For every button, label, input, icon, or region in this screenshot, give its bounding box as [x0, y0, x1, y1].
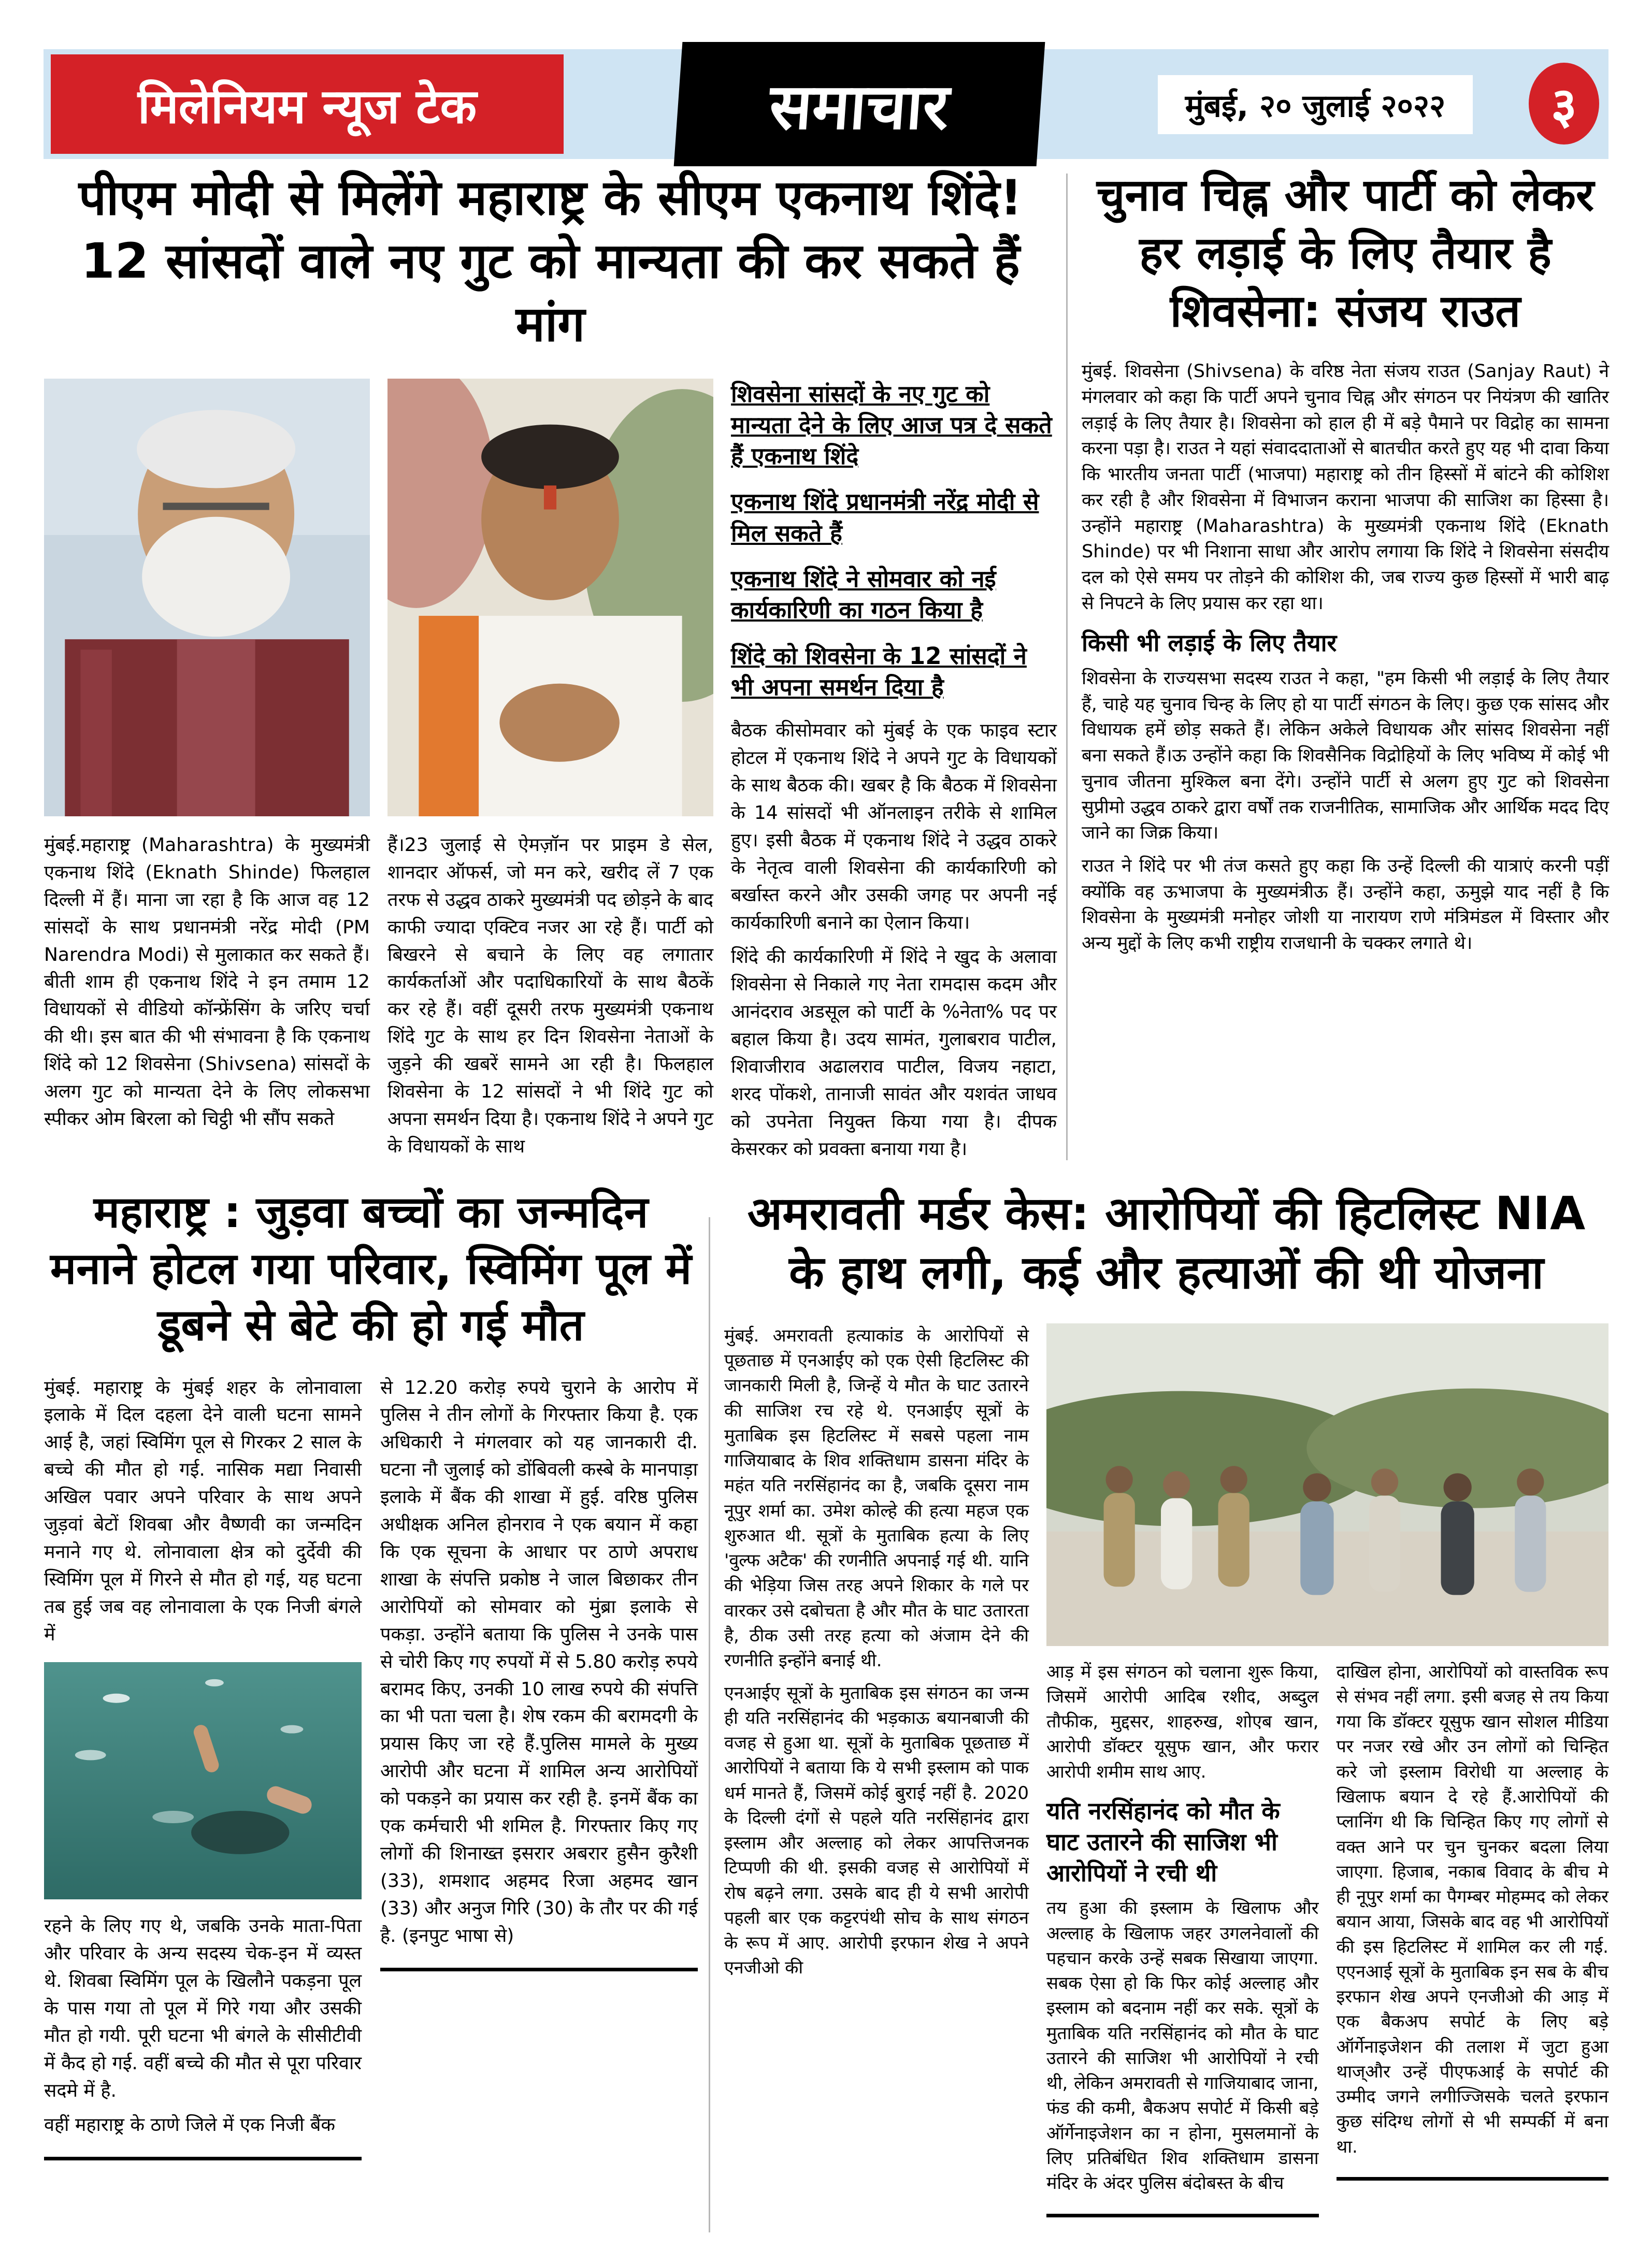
lead-headline: पीएम मोदी से मिलेंगे महाराष्ट्र के सीएम एकनाथ शिंदे! 12 सांसदों वाले नए गुट को मान्यता की कर सकते हैं मांग: [78, 170, 1023, 353]
pool-col1-endrule: [44, 2157, 362, 2160]
page-number-badge: [1529, 63, 1599, 145]
pool-col2-endrule: [380, 1968, 698, 1971]
pool-headline: महाराष्ट्र : जुड़वा बच्चों का जन्मदिन मनाने होटल गया परिवार, स्विमिंग पूल में डूबने से बेटे की हो गई मौत: [50, 1187, 692, 1351]
nia-accused-escort-photo: [1046, 1323, 1608, 1646]
divider-top: [1066, 174, 1068, 1160]
swimming-pool-photo: [44, 1662, 362, 1900]
pm-modi-photo: [44, 379, 370, 816]
nia-col3-endrule: [1337, 2177, 1609, 2181]
pool-col2: [380, 1375, 698, 2161]
pool-col1-para3: वहीं महाराष्ट्र के ठाणे जिले में एक निजी बैंक: [44, 2114, 336, 2136]
raut-subhead: किसी भी लड़ाई के लिए तैयार: [1082, 629, 1337, 657]
nia-col1: [724, 1323, 1029, 2217]
lead-col1: [44, 379, 370, 1163]
lead-col3-para2: शिंदे की कार्यकारिणी में शिंदे ने खुद के अलावा शिवसेना से निकाले गए नेता रामदास कदम और आनंदराव अडसूल को पार्टी के %नेता% पद पर बहाल किया है। उदय सामंत, गुलाबराव पाटील, शिवाजीराव अढालराव पाटील, विजय नहाटा, शरद पोंकशे, तानाजी सावंत और यशवंत जाधव को उपनेता नियुक्त किया गया है। दीपक केसरकर को प्रवक्ता बनाया गया है।: [731, 946, 1057, 1160]
nia-headline: अमरावती मर्डर केस: आरोपियों की हिटलिस्ट NIA के हाथ लगी, कई और हत्याओं की थी योजना: [747, 1187, 1586, 1300]
article-amravati-nia: [724, 1184, 1608, 2217]
article-pool-drowning: [44, 1184, 698, 2160]
nia-col1-para1: मुंबई. अमरावती हत्याकांड के आरोपियों से पूछताछ में एनआईए को एक ऐसी हिटलिस्ट की जानकारी मिली है, जिन्हें ये मौत के घाट उतारने की साजिश रच रहे थे. एनआईए सूत्रों के मुताबिक इस हिटलिस्ट में सबसे पहला नाम गाजियाबाद के शिव शक्तिधाम डासना मंदिर के महंत यति नरसिंहानंद का है, जबकि दूसरा नाम नूपुर शर्मा का. उमेश कोल्हे की हत्या महज एक शुरुआत थी. सूत्रों के मुताबिक हत्या के लिए 'वुल्फ अटैक' की रणनीति अपनाई गई थी. यानि की भेड़िया जिस तरह अपने शिकार के गले पर वारकर उसे दबोचता है और मौत के घाट उतारता है, ठीक उसी तरह हत्या को अंजाम देने की रणनीति इन्होंने बनाई थी.: [724, 1325, 1029, 1671]
lead-col1-text: मुंबई.महाराष्ट्र (Maharashtra) के मुख्यमंत्री एकनाथ शिंदे (Eknath Shinde) फिलहाल दिल्ली में हैं। माना जा रहा है कि आज वह 12 सांसदों के साथ प्रधानमंत्री नरेंद्र मोदी (PM Narendra Modi) से मुलाकात कर सकते हैं। बीती शाम ही एकनाथ शिंदे ने इन तमाम 12 विधायकों से वीडियो कॉन्फ्रेंसिंग के जरिए चर्चा की थी। इस बात की भी संभावना है कि एकनाथ शिंदे को 12 शिवसेना (Shivsena) सांसदों के अलग गुट को मान्यता देने के लिए लोकसभा स्पीकर ओम बिरला को चिट्ठी भी सौंप सकते: [44, 834, 370, 1130]
section-box: [674, 42, 1045, 166]
date-box: [1158, 75, 1473, 134]
page-number: ३: [1551, 76, 1577, 135]
masthead-title: मिलेनियम न्यूज टेक: [137, 78, 477, 134]
nia-col2-para1: आड़ में इस संगठन को चलाना शुरू किया, जिसमें आरोपी आदिब रशीद, अब्दुल तौफीक, मुद्दसर, शाहरुख, शोएब खान, आरोपी डॉक्टर यूसुफ खान, और फरार आरोपी शमीम साथ आए.: [1046, 1661, 1319, 1782]
lead-bullet-3: एकनाथ शिंदे ने सोमवार को नई कार्यकारिणी का गठन किया है: [731, 565, 996, 624]
eknath-shinde-photo: [387, 379, 713, 816]
nia-col3: [1337, 1660, 1609, 2217]
lead-bullet-2: एकनाथ शिंदे प्रधानमंत्री नरेंद्र मोदी से मिल सकते हैं: [731, 488, 1039, 547]
pool-col1-para1: मुंबई. महाराष्ट्र के मुंबई शहर के लोनावाला इलाके में दिल दहला देने वाली घटना सामने आई है, जहां स्विमिंग पूल से गिरकर 2 साल के बच्चे की मौत हो गई. नासिक मद्या निवासी अखिल पवार अपने परिवार के साथ अपने जुड़वां बेटों शिवबा और वैष्णवी का जन्मदिन मनाने गए थे. लोनावाला क्षेत्र को दुर्देवी की स्विमिंग पूल में गिरने से मौत हो गई, यह घटना तब हुई जब वह लोनावाला के एक निजी बंगले में: [44, 1377, 362, 1645]
lead-col3-para1: बैठक कीसोमवार को मुंबई के एक फाइव स्टार होटल में एकनाथ शिंदे ने अपने गुट के विधायकों के साथ बैठक की। खबर है कि बैठक में शिवसेना के 14 सांसदों भी ऑनलाइन तरीके से शामिल हुए। इसी बैठक में एकनाथ शिंदे ने उद्धव ठाकरे के नेतृत्व वाली शिवसेना की कार्यकारिणी को बर्खास्त करने और उसकी जगह पर अपनी नई कार्यकारिणी बनाने का ऐलान किया।: [731, 720, 1057, 933]
pool-col2-text: से 12.20 करोड़ रुपये चुराने के आरोप में पुलिस ने तीन लोगों के गिरफ्तार किया है. एक अधिकारी ने मंगलवार को यह जानकारी दी. घटना नौ जुलाई को डोंबिवली कस्बे के मानपाड़ा इलाके में बैंक की शाखा में हुई. वरिष्ठ पुलिस अधीक्षक अनिल होनराव ने एक बयान में कहा कि एक सूचना के आधार पर ठाणे अपराध शाखा के संपत्ति प्रकोष्ठ ने जाल बिछाकर तीन आरोपियों को सोमवार को मुंब्रा इलाके से पकड़ा. उन्होंने बताया कि पुलिस ने उनके पास से चोरी किए गए रुपयों में से 5.80 करोड़ रुपये बरामद किए, उनकी 10 लाख रुपये की संपत्ति का भी पता चला है। शेष रकम की बरामदगी के प्रयास किए जा रहे हैं.पुलिस मामले के मुख्य आरोपी और घटना में शामिल अन्य आरोपियों को पकड़ने का प्रयास कर रही है. इनमें बैंक का एक कर्मचारी भी शमिल है. गिरफ्तार किए गए लोगों की शिनाख्त इसरार अबरार हुसैन कुरैशी (33), शमशाद अहमद रिजा अहमद खान (33) और अनुज गिरि (30) के तौर पर की गई है. (इनपुट भाषा से): [380, 1377, 698, 1946]
nia-col2: [1046, 1660, 1319, 2217]
lead-col3: [731, 379, 1057, 1163]
lead-col2: [387, 379, 713, 1163]
nia-col2-endrule: [1046, 2214, 1319, 2217]
masthead: [51, 54, 564, 154]
nia-subhead: यति नरसिंहानंद को मौत के घाट उतारने की साजिश भी आरोपियों ने रची थी: [1046, 1796, 1280, 1887]
raut-para3: राउत ने शिंदे पर भी तंज कसते हुए कहा कि उन्हें दिल्ली की यात्राएं करनी पड़ीं क्योंकि वह ऊभाजपा के मुख्यमंत्रीऊ हैं। उन्होंने कहा, ऊमुझे याद नहीं है कि शिवसेना के मुख्यमंत्री मनोहर जोशी या नारायण राणे मंत्रिमंडल में विस्तार और अन्य मुद्दों के लिए कभी राष्ट्रीय राजधानी के चक्कर लगाते थे।: [1082, 855, 1609, 954]
nia-col3-text: दाखिल होना, आरोपियों को वास्तविक रूप से संभव नहीं लगा. इसी बजह से तय किया गया कि डॉक्टर यूसुफ खान सोशल मीडिया पर नजर रखे और उन लोगों को चिन्हित करे जो इस्लाम विरोधी या अल्लाह के खिलाफ बयान दे रहे हैं.आरोपियों की प्लानिंग थी कि चिन्हित किए गए लोगों से वक्त आने पर चुन चुनकर बदला लिया जाएगा. हिजाब, नकाब विवाद के बीच मे ही नूपुर शर्मा का पैगम्बर मोहम्मद को लेकर बयान आया, जिसके बाद वह भी आरोपियों की इस हिटलिस्ट में शामिल कर ली गई. एएनआई सूत्रों के मुताबिक इन सब के बीच इरफान शेख अपने एनजीओ की आड़ में एक बैकअप सपोर्ट के लिए बड़े ऑर्गेनाइजेशन की तलाश में जुटा हुआ थाज्और उन्हें पीएफआई के सपोर्ट की उम्मीद जगने लगीज्जिसके चलते इरफान कुछ संदिग्ध लोगों से भी सम्पर्की में बना था.: [1336, 1661, 1608, 2157]
article-shinde-modi: [44, 167, 1057, 1163]
nia-right-block: [1046, 1323, 1608, 2217]
pool-col1-para2: रहने के लिए गए थे, जबकि उनके माता-पिता और परिवार के अन्य सदस्य चेक-इन में व्यस्त थे. शिवबा स्विमिंग पूल के खिलौने पकड़ना पूल के पास गया तो पूल में गिरे गया और उसकी मौत हो गयी. पूरी घटना भी बंगले के सीसीटीवी में कैद हो गई. वहीं बच्चे की मौत से पूरा परिवार सदमे में है.: [44, 1915, 362, 2101]
header-band: [44, 49, 1608, 159]
pool-col1: [44, 1375, 362, 2161]
lead-bullet-4: शिंदे को शिवसेना के 12 सांसदों ने भी अपना समर्थन दिया है: [731, 642, 1027, 701]
article-sanjay-raut: [1082, 167, 1609, 957]
lead-bullet-1: शिवसेना सांसदों के नए गुट को मान्यता देने के लिए आज पत्र दे सकते हैं एकनाथ शिंदे: [731, 380, 1052, 470]
raut-headline: चुनाव चिह्न और पार्टी को लेकर हर लड़ाई के लिए तैयार है शिवसेना: संजय राउत: [1096, 169, 1594, 337]
raut-para1: मुंबई. शिवसेना (Shivsena) के वरिष्ठ नेता संजय राउत (Sanjay Raut) ने मंगलवार को कहा कि पार्टी अपने चुनाव चिह्न और संगठन पर नियंत्रण की खातिर लड़ाई के लिए तैयार है। शिवसेना को हाल ही में बड़े पैमाने पर विद्रोह का सामना करना पड़ा है। राउत ने यहां संवाददाताओं से बातचीत करते हुए यह भी दावा किया कि भारतीय जनता पार्टी (भाजपा) महाराष्ट्र को तीन हिस्सों में बांटने की कोशिश कर रही है और शिवसेना में विभाजन कराना भाजपा की साजिश का हिस्सा है। उन्होंने महाराष्ट्र (Maharashtra) के मुख्यमंत्री एकनाथ शिंदे (Eknath Shinde) पर भी निशाना साधा और आरोप लगाया कि शिंदे ने शिवसेना संसदीय दल को ऐसे समय पर तोड़ने की कोशिश की, जब राज्य कुछ हिस्सों में भारी बाढ़ से निपटने के लिए प्रयास कर रहा था।: [1082, 361, 1609, 614]
raut-para2: शिवसेना के राज्यसभा सदस्य राउत ने कहा, "हम किसी भी लड़ाई के लिए तैयार हैं, चाहे यह चुनाव चिन्ह के लिए हो या पार्टी संगठन के लिए। कुछ एक सांसद और विधायक हमें छोड़ सकते हैं। लेकिन अकेले विधायक और सांसद शिवसेना नहीं बना सकते हैं।ऊ उन्होंने कहा कि शिवसैनिक विद्रोहियों के लिए भविष्य में कोई भी चुनाव जीतना मुश्किल बना देंगे। उन्होंने पार्टी से अलग हुए गुट को शिवसेना सुप्रीमो उद्धव ठाकरे द्वारा वर्षों तक राजनीतिक, सामाजिक और आर्थिक मदद दिए जाने का जिक्र किया।: [1082, 668, 1609, 844]
divider-bottom: [709, 1217, 710, 2232]
edition-date: मुंबई, २० जुलाई २०२२: [1185, 88, 1446, 124]
nia-col1-para2: एनआईए सूत्रों के मुताबिक इस संगठन का जन्म ही यति नरसिंहानंद की भड़काऊ बयानबाजी की वजह से हुआ था. सूत्रों के मुताबिक पूछताछ में आरोपियों ने बताया कि ये सभी इस्लाम को पाक धर्म मानते हैं, जिसमें कोई बुराई नहीं है. 2020 के दिल्ली दंगों से पहले यति नरसिंहानंद द्वारा इस्लाम और अल्लाह को लेकर आपत्तिजनक टिप्पणी की थी. इसकी वजह से आरोपियों में रोष बढ़ने लगा. उसके बाद ही ये सभी आरोपी पहली बार एक कट्टरपंथी सोच के साथ संगठन के रूप में आए. आरोपी इरफान शेख ने अपने एनजीओ की: [724, 1682, 1029, 1979]
nia-col2-para2: तय हुआ की इस्लाम के खिलाफ और अल्लाह के खिलाफ जहर उगलनेवालों की पहचान करके उन्हें सबक सिखाया जाएगा. सबक ऐसा हो कि फिर कोई अल्लाह और इस्लाम को बदनाम नहीं कर सके. सूत्रों के मुताबिक यति नरसिंहानंद को मौत के घाट उतारने की साजिश भी आरोपियों ने रची थी, लेकिन अमरावती से गाजियाबाद जाना, फंड की कमी, बैकअप सपोर्ट में किसी बड़े ऑर्गेनाइजेशन का न होना, मुसलमानों के लिए प्रतिबंधित शिव शक्तिधाम डासना मंदिर के अंदर पुलिस बंदोबस्त के बीच: [1046, 1898, 1319, 2194]
lead-col2-text: हैं।23 जुलाई से ऐमज़ॉन पर प्राइम डे सेल, शानदार ऑफर्स, जो मन करे, खरीद लें 7 एक तरफ से उद्धव ठाकरे मुख्यमंत्री पद छोड़ने के बाद काफी ज्यादा एक्टिव नजर आ रहे हैं। पार्टी को बिखरने से बचाने के लिए वह लगातार कार्यकर्ताओं और पदाधिकारियों के साथ बैठकें कर रहे हैं। वहीं दूसरी तरफ मुख्यमंत्री एकनाथ शिंदे गुट के साथ हर दिन शिवसेना नेताओं के जुड़ने की खबरें सामने आ रही है। फिलहाल शिवसेना के 12 सांसदों ने भी शिंदे गुट को अपना समर्थन दिया है। एकनाथ शिंदे ने अपने गुट के विधायकों के साथ: [387, 834, 713, 1157]
section-title: समाचार: [767, 70, 952, 143]
